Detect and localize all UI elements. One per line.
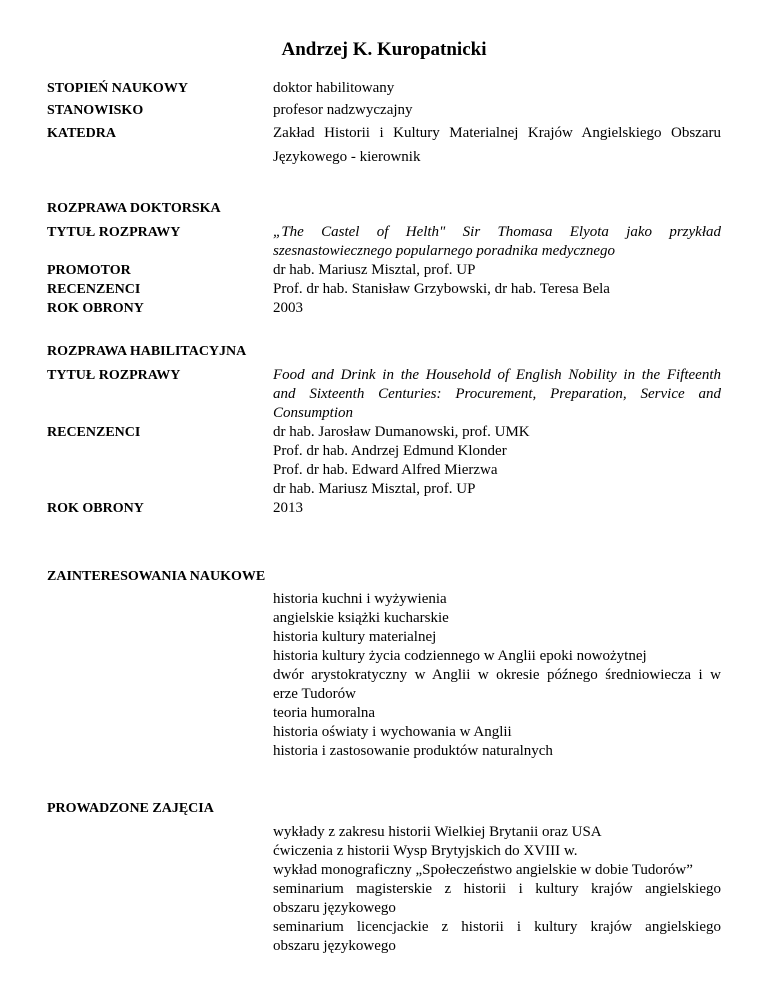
doctoral-title-label: TYTUŁ ROZPRAWY bbox=[47, 225, 181, 240]
doctoral-heading: ROZPRAWA DOKTORSKA bbox=[47, 201, 221, 216]
course-item: wykład monograficzny „Społeczeństwo angielskie w dobie Tudorów” bbox=[273, 862, 693, 878]
interest-item: historia i zastosowanie produktów naturalnych bbox=[273, 743, 553, 759]
habilitation-year-value: 2013 bbox=[273, 500, 303, 516]
habilitation-year-label: ROK OBRONY bbox=[47, 501, 144, 516]
course-item: seminarium magisterskie z historii i kultury krajów angielskiego bbox=[273, 881, 721, 897]
courses-list bbox=[273, 823, 721, 956]
interest-item: historia kuchni i wyżywienia bbox=[273, 591, 447, 607]
courses-heading: PROWADZONE ZAJĘCIA bbox=[47, 801, 214, 816]
position-label: STANOWISKO bbox=[47, 103, 144, 118]
reviewer-item: dr hab. Mariusz Misztal, prof. UP bbox=[273, 481, 476, 497]
department-value-line2: Językowego - kierownik bbox=[273, 149, 421, 165]
interest-item: dwór arystokratyczny w Anglii w okresie późnego średniowiecza i w bbox=[273, 667, 721, 683]
degree-value: doktor habilitowany bbox=[273, 80, 395, 96]
interests-heading: ZAINTERESOWANIA NAUKOWE bbox=[47, 569, 266, 584]
promotor-value: dr hab. Mariusz Misztal, prof. UP bbox=[273, 262, 476, 278]
person-name: Andrzej K. Kuropatnicki bbox=[281, 39, 487, 60]
reviewer-item: dr hab. Jarosław Dumanowski, prof. UMK bbox=[273, 424, 530, 440]
course-item: obszaru językowego bbox=[273, 900, 396, 916]
habilitation-title-label: TYTUŁ ROZPRAWY bbox=[47, 368, 181, 383]
course-item: wykłady z zakresu historii Wielkiej Brytanii oraz USA bbox=[273, 824, 602, 840]
interest-item: teoria humoralna bbox=[273, 705, 376, 721]
habilitation-reviewers-list bbox=[273, 423, 721, 499]
interest-item: angielskie książki kucharskie bbox=[273, 610, 449, 626]
interest-item: historia oświaty i wychowania w Anglii bbox=[273, 724, 512, 740]
doctoral-title-line1: „The Castel of Helth" Sir Thomasa Elyota jako przykład bbox=[273, 224, 721, 240]
interest-item: historia kultury życia codziennego w Anglii epoki nowożytnej bbox=[273, 648, 647, 664]
habilitation-reviewers-label: RECENZENCI bbox=[47, 425, 141, 440]
interests-list bbox=[273, 590, 721, 761]
doctoral-year-label: ROK OBRONY bbox=[47, 301, 144, 316]
interest-item: erze Tudorów bbox=[273, 686, 356, 702]
doctoral-reviewers-value: Prof. dr hab. Stanisław Grzybowski, dr hab. Teresa Bela bbox=[273, 281, 610, 297]
promotor-label: PROMOTOR bbox=[47, 263, 131, 278]
course-item: obszaru językowego bbox=[273, 938, 396, 954]
habilitation-title-line2: and Sixteenth Centuries: Procurement, Preparation, Service and bbox=[273, 386, 721, 402]
department-label: KATEDRA bbox=[47, 126, 116, 141]
doctoral-year-value: 2003 bbox=[273, 300, 303, 316]
habilitation-heading: ROZPRAWA HABILITACYJNA bbox=[47, 344, 247, 359]
reviewer-item: Prof. dr hab. Edward Alfred Mierzwa bbox=[273, 462, 498, 478]
reviewer-item: Prof. dr hab. Andrzej Edmund Klonder bbox=[273, 443, 507, 459]
degree-label: STOPIEŃ NAUKOWY bbox=[47, 81, 188, 96]
department-value-line1: Zakład Historii i Kultury Materialnej Krajów Angielskiego Obszaru bbox=[273, 125, 721, 141]
course-item: ćwiczenia z historii Wysp Brytyjskich do XVIII w. bbox=[273, 843, 578, 859]
interest-item: historia kultury materialnej bbox=[273, 629, 437, 645]
habilitation-title-line1: Food and Drink in the Household of English Nobility in the Fifteenth bbox=[273, 367, 721, 383]
habilitation-title-line3: Consumption bbox=[273, 405, 354, 421]
doctoral-title-line2: szesnastowiecznego popularnego poradnika medycznego bbox=[273, 243, 616, 259]
course-item: seminarium licencjackie z historii i kultury krajów angielskiego bbox=[273, 919, 721, 935]
position-value: profesor nadzwyczajny bbox=[273, 102, 413, 118]
doctoral-reviewers-label: RECENZENCI bbox=[47, 282, 141, 297]
